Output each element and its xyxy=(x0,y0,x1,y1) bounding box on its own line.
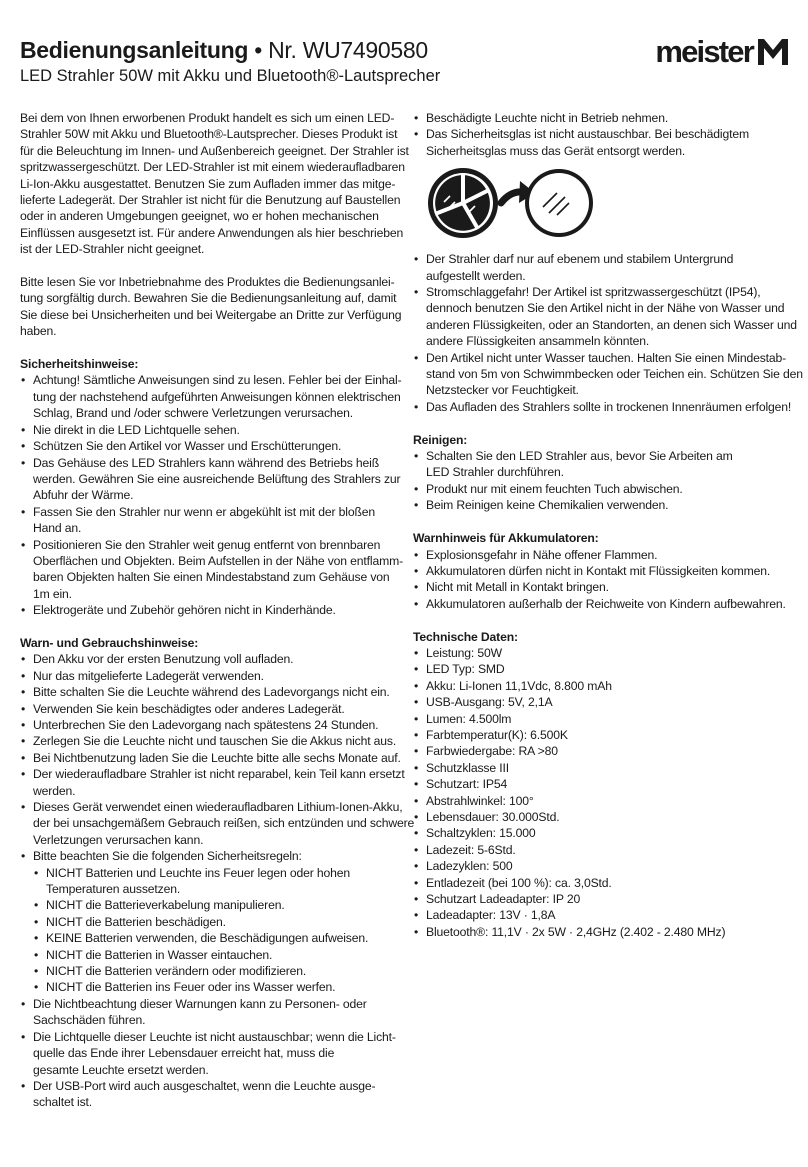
list-item-line: • Entladezeit (bei 100 %): ca. 3,0Std. xyxy=(426,875,612,890)
warnings-heading: Warn- und Gebrauchshinweise: xyxy=(20,635,199,650)
list-item-line: • NICHT die Batterien beschädigen. xyxy=(46,914,226,929)
list-item-line: werden. Gewähren Sie eine ausreichende Belüftung des Strahlers zur xyxy=(33,471,401,486)
list-item xyxy=(413,809,791,825)
list-item-line: Temperaturen aussetzen. xyxy=(46,882,181,897)
list-item-line: Verletzungen verursachen kann. xyxy=(33,832,204,847)
list-item-line: Oberflächen und Objekten. Beim Aufstellen in der Nähe von entflamm- xyxy=(33,553,403,568)
list-item-line: • Der wiederaufladbare Strahler ist nicht reparabel, kein Teil kann ersetzt xyxy=(33,767,405,782)
list-item-line: • Schutzklasse III xyxy=(426,760,509,775)
list-item xyxy=(20,848,392,996)
text-line: Sie diese bei Unsicherheiten und bei Weitergabe an Dritte zur Verfügung xyxy=(20,307,402,322)
list-item xyxy=(20,701,392,717)
list-item-line: tung der nachstehend aufgeführten Anweisungen können elektrischen xyxy=(33,389,401,404)
list-item xyxy=(20,668,392,684)
warnings-list xyxy=(20,651,415,1110)
technical-data-list xyxy=(413,645,791,940)
list-item xyxy=(413,399,791,415)
list-item-line: • Produkt nur mit einem feuchten Tuch abwischen. xyxy=(426,481,683,496)
list-item xyxy=(413,448,791,481)
list-item-line: • Ladeadapter: 13V · 1,8A xyxy=(426,908,556,923)
list-item-line: • NICHT die Batterieverkabelung manipulieren. xyxy=(46,898,285,913)
list-item-line: • Das Aufladen des Strahlers sollte in trockenen Innenräumen erfolgen! xyxy=(426,399,792,414)
list-item-line: • Lebensdauer: 30.000Std. xyxy=(426,809,560,824)
safety-heading: Sicherheitshinweise: xyxy=(20,357,139,372)
list-item xyxy=(413,110,791,126)
list-item-line: • Achtung! Sämtliche Anweisungen sind zu lesen. Fehler bei der Einhal- xyxy=(33,373,402,388)
list-item-line: • Akkumulatoren dürfen nicht in Kontakt mit Flüssigkeiten kommen. xyxy=(426,563,771,578)
list-item-line: Netzstecker vor Feuchtigkeit. xyxy=(426,383,579,398)
list-item-line: LED Strahler durchführen. xyxy=(426,465,564,480)
list-item-line: 1m ein. xyxy=(33,586,72,601)
list-item-line: Schlag, Brand und /oder schwere Verletzungen verursachen. xyxy=(33,406,354,421)
list-item xyxy=(20,372,402,421)
document-header xyxy=(20,36,790,96)
cleaning-heading: Reinigen: xyxy=(413,432,468,447)
text-line: Bei dem von Ihnen erworbenen Produkt handelt es sich um einen LED- xyxy=(20,111,395,125)
list-item xyxy=(20,733,397,749)
list-item-line: der bei unsachgemäßem Gebrauch reißen, sich entzünden und schwere xyxy=(33,816,415,831)
list-item xyxy=(413,793,791,809)
list-item xyxy=(33,963,392,979)
text-line: Li-Ion-Akku ausgestattet. Benutzen Sie zum Aufladen immer das mitge- xyxy=(20,176,396,191)
list-item-line: anderen Flüssigkeiten, oder an Standorten, an denen sich Wasser und xyxy=(426,317,797,332)
list-item-line: • Das Gehäuse des LED Strahlers kann während des Betriebs heiß xyxy=(33,455,379,470)
list-item xyxy=(20,717,392,733)
list-item xyxy=(20,651,392,667)
list-item-line: • Schutzart: IP54 xyxy=(426,777,508,792)
list-item-line: • Fassen Sie den Strahler nur wenn er abgekühlt ist mit der bloßen xyxy=(33,504,375,519)
list-item-line: • Leistung: 50W xyxy=(426,645,502,660)
list-item-line: • Stromschlaggefahr! Der Artikel ist spritzwassergeschützt (IP54), xyxy=(426,285,761,300)
title-article-number: Nr. WU7490580 xyxy=(268,37,428,63)
left-column xyxy=(20,110,415,1127)
list-item xyxy=(413,678,791,694)
list-item xyxy=(413,875,791,891)
list-item xyxy=(413,907,791,923)
list-item-line: • Bitte beachten Sie die folgenden Sicherheitsregeln: xyxy=(33,849,302,864)
text-line: für die Beleuchtung im Innen- und Außenbereich geeignet. Der Strahler ist xyxy=(20,143,409,158)
list-item-line: • Der USB-Port wird auch ausgeschaltet, wenn die Leuchte ausge- xyxy=(33,1078,376,1093)
logo-m-icon xyxy=(756,37,790,67)
list-item-line: baren Objekten halten Sie einen Mindestabstand zum Gehäuse von xyxy=(33,570,390,585)
broken-glass-icon xyxy=(428,168,498,238)
list-item xyxy=(20,1029,396,1078)
list-item xyxy=(413,842,791,858)
list-item-line: • Positionieren Sie den Strahler weit genug entfernt von brennbaren xyxy=(33,537,381,552)
list-item-line: • USB-Ausgang: 5V, 2,1A xyxy=(426,695,553,710)
list-item-line: • Schalten Sie den LED Strahler aus, bevor Sie Arbeiten am xyxy=(426,449,733,464)
list-item-line: • Schützen Sie den Artikel vor Wasser und Erschütterungen. xyxy=(33,439,342,454)
list-item xyxy=(20,766,405,799)
list-item-line: • Zerlegen Sie die Leuchte nicht und tauschen Sie die Akkus nicht aus. xyxy=(33,734,397,749)
list-item xyxy=(33,865,392,898)
list-item xyxy=(413,350,803,399)
list-item xyxy=(20,799,415,848)
brand-logo xyxy=(655,36,790,68)
list-item xyxy=(413,579,791,595)
list-item xyxy=(413,760,791,776)
list-item-line: • Akkumulatoren außerhalb der Reichweite von Kindern aufbewahren. xyxy=(426,596,786,611)
list-item-line: • Schutzart Ladeadapter: IP 20 xyxy=(426,892,581,907)
list-item xyxy=(20,1078,392,1111)
list-item-line: • NICHT die Batterien ins Feuer oder ins Wasser werfen. xyxy=(46,980,336,995)
list-item-line: Sachschäden führen. xyxy=(33,1013,146,1028)
list-item xyxy=(413,924,791,940)
list-item xyxy=(413,596,791,612)
list-item xyxy=(413,547,791,563)
list-item xyxy=(33,930,392,946)
list-item-line: • Unterbrechen Sie den Ladevorgang nach spätestens 24 Stunden. xyxy=(33,717,379,732)
list-item xyxy=(413,126,791,159)
list-item xyxy=(413,645,791,661)
list-item-line: • Ladezeit: 5-6Std. xyxy=(426,842,516,857)
list-item-line: Sicherheitsglas muss das Gerät entsorgt werden. xyxy=(426,143,686,158)
list-item-line: • Akku: Li-Ionen 11,1Vdc, 8.800 mAh xyxy=(426,678,612,693)
list-item xyxy=(413,743,791,759)
list-item-line: • NICHT die Batterien verändern oder modifizieren. xyxy=(46,964,307,979)
technical-data-heading: Technische Daten: xyxy=(413,629,518,644)
list-item-line: quelle das Ende ihrer Lebensdauer erreicht hat, muss die xyxy=(33,1046,335,1061)
list-item xyxy=(413,661,791,677)
list-item-line: • Der Strahler darf nur auf ebenem und stabilem Untergrund xyxy=(426,252,734,267)
list-item xyxy=(20,537,403,603)
list-item-line: • Ladezyklen: 500 xyxy=(426,859,513,874)
list-item-line: • Verwenden Sie kein beschädigtes oder anderes Ladegerät. xyxy=(33,701,345,716)
list-item-line: • Lumen: 4.500lm xyxy=(426,711,512,726)
list-item-line: Hand an. xyxy=(33,521,82,536)
list-item-line: • KEINE Batterien verwenden, die Beschädigungen aufweisen. xyxy=(46,931,369,946)
list-item-line: • LED Typ: SMD xyxy=(426,662,505,677)
list-item-line: • Nicht mit Metall in Kontakt bringen. xyxy=(426,580,609,595)
list-item-line: aufgestellt werden. xyxy=(426,268,526,283)
broken-glass-illustration xyxy=(425,165,595,241)
list-item xyxy=(413,563,791,579)
text-line: ist der LED-Strahler nicht geeignet. xyxy=(20,242,205,257)
list-item xyxy=(413,497,791,513)
list-item xyxy=(20,438,392,454)
list-item-line: • Bluetooth®: 11,1V · 2x 5W · 2,4GHz (2.402 - 2.480 MHz) xyxy=(426,924,726,939)
battery-warning-list xyxy=(413,547,791,613)
text-line: spritzwassergeschützt. Der LED-Strahler ist mit einem wiederaufladbaren xyxy=(20,160,405,175)
list-item-line: • Elektrogeräte und Zubehör gehören nicht in Kinderhände. xyxy=(33,603,336,618)
title-main: Bedienungsanleitung xyxy=(20,37,249,63)
read-instructions-paragraph xyxy=(20,274,402,340)
safety-rules-sublist xyxy=(33,865,392,996)
title-separator: • xyxy=(254,37,263,63)
list-item xyxy=(33,914,392,930)
list-item-line: • Die Nichtbeachtung dieser Warnungen kann zu Personen- oder xyxy=(33,996,367,1011)
list-item-line: • Dieses Gerät verwendet einen wiederaufladbaren Lithium-Ionen-Akku, xyxy=(33,800,403,815)
text-line: Strahler 50W mit Akku und Bluetooth®-Lautsprecher. Dieses Produkt ist xyxy=(20,127,398,142)
list-item-line: andere Flüssigkeiten ansammeln könnten. xyxy=(426,334,650,349)
list-item xyxy=(413,284,797,350)
text-line: oder in anderen Umgebungen geeignet, wo er hohen mechanischen xyxy=(20,209,379,224)
list-item xyxy=(413,858,791,874)
list-item xyxy=(20,602,392,618)
list-item-line: Abfuhr der Wärme. xyxy=(33,488,134,503)
list-item-line: • Explosionsgefahr in Nähe offener Flammen. xyxy=(426,547,658,562)
list-item-line: • Farbtemperatur(K): 6.500K xyxy=(426,727,568,742)
right-column xyxy=(413,110,803,957)
list-item-line: • Den Artikel nicht unter Wasser tauchen. Halten Sie einen Mindestab- xyxy=(426,350,787,365)
text-line: Einflüssen ausgesetzt ist. Für andere Anwendungen als hier beschrieben xyxy=(20,225,404,240)
list-item xyxy=(413,481,791,497)
glass-warnings-list xyxy=(413,110,791,159)
list-item-line: • Schaltzyklen: 15.000 xyxy=(426,826,536,841)
logo-wordmark: meister xyxy=(655,34,753,69)
list-item-line: • Die Lichtquelle dieser Leuchte ist nicht austauschbar; wenn die Licht- xyxy=(33,1029,396,1044)
list-item-line: gesamte Leuchte ersetzt werden. xyxy=(33,1062,209,1077)
list-item xyxy=(413,711,791,727)
safety-list xyxy=(20,372,403,618)
list-item xyxy=(413,891,791,907)
list-item-line: • Bei Nichtbenutzung laden Sie die Leuchte bitte alle sechs Monate auf. xyxy=(33,750,401,765)
list-item-line: • Beim Reinigen keine Chemikalien verwenden. xyxy=(426,498,669,513)
list-item-line: • Farbwiedergabe: RA >80 xyxy=(426,744,558,759)
list-item xyxy=(33,947,392,963)
list-item-line: werden. xyxy=(33,783,76,798)
list-item xyxy=(20,684,392,700)
list-item-line: • Nur das mitgelieferte Ladegerät verwenden. xyxy=(33,668,264,683)
list-item-line: • NICHT Batterien und Leuchte ins Feuer legen oder hohen xyxy=(46,865,351,880)
list-item-line: • Bitte schalten Sie die Leuchte während des Ladevorgangs nicht ein. xyxy=(33,685,390,700)
list-item-line: stand von 5m von Schwimmbecken oder Teichen ein. Schützen Sie den xyxy=(426,367,803,382)
list-item-line: • Nie direkt in die LED Lichtquelle sehen. xyxy=(33,422,240,437)
list-item-line: • Abstrahlwinkel: 100° xyxy=(426,793,534,808)
cleaning-list xyxy=(413,448,791,514)
list-item-line: dennoch benutzen Sie den Artikel nicht in der Nähe von Wasser und xyxy=(426,301,785,316)
intro-paragraph xyxy=(20,110,409,258)
placement-warnings-list xyxy=(413,251,803,415)
text-line: Bitte lesen Sie vor Inbetriebnahme des Produktes die Bedienungsanlei- xyxy=(20,275,395,290)
text-line: haben. xyxy=(20,324,57,339)
list-item-line: • Das Sicherheitsglas ist nicht austauschbar. Bei beschädigtem xyxy=(426,127,749,142)
text-line: lieferte Ladegerät. Der Strahler ist nicht für die Benutzung auf Baustellen xyxy=(20,193,401,208)
battery-warning-heading: Warnhinweis für Akkumulatoren: xyxy=(413,531,599,546)
list-item-line: • NICHT die Batterien in Wasser eintauchen. xyxy=(46,947,273,962)
intact-glass-icon xyxy=(525,169,593,237)
list-item xyxy=(33,979,392,995)
list-item-line: • Den Akku vor der ersten Benutzung voll aufladen. xyxy=(33,652,294,667)
list-item-line: • Beschädigte Leuchte nicht in Betrieb nehmen. xyxy=(426,111,669,125)
list-item xyxy=(33,897,392,913)
list-item xyxy=(413,776,791,792)
list-item-line: schaltet ist. xyxy=(33,1095,93,1110)
list-item xyxy=(20,504,392,537)
list-item xyxy=(20,455,401,504)
document-subtitle: LED Strahler 50W mit Akku und Bluetooth®-Lautsprecher xyxy=(20,67,441,85)
text-line: tung sorgfältig durch. Bewahren Sie die Bedienungsanleitung auf, damit xyxy=(20,291,397,306)
list-item xyxy=(413,727,791,743)
list-item xyxy=(413,694,791,710)
list-item xyxy=(20,996,392,1029)
list-item xyxy=(20,750,401,766)
document-title xyxy=(20,36,428,64)
list-item xyxy=(413,251,791,284)
list-item xyxy=(20,422,392,438)
list-item xyxy=(413,825,791,841)
